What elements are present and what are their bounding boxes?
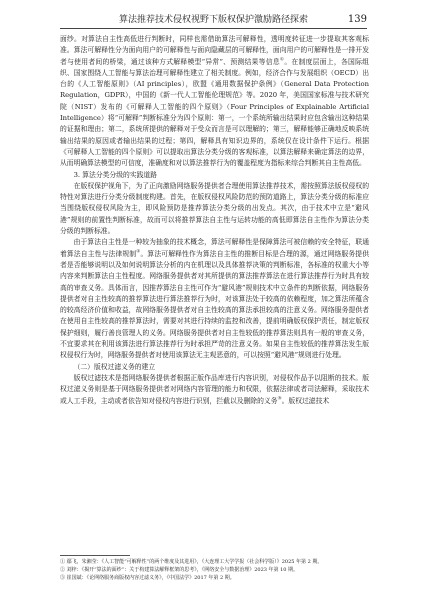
footnote-divider — [60, 555, 130, 556]
page-number: 139 — [347, 14, 367, 25]
footnote-marker: ② — [136, 249, 141, 255]
running-title: 算法推荐技术侵权视野下版权保护激励路径探索 — [118, 15, 308, 25]
footnotes — [60, 558, 369, 582]
paragraph — [60, 34, 369, 170]
paragraph — [60, 237, 369, 361]
footnote: ③ 崔国斌：《论网络服务商版权内容过滤义务》，《中国法学》2017 年第 2 期。 — [60, 575, 235, 581]
paragraph — [60, 373, 369, 407]
footnote: ② 刘梓：《揭开“算法的面纱”：关于构建算法解释框架的思考》，《网络安全与数据治理》2023 年第 10 期。 — [60, 567, 299, 573]
body-text — [60, 34, 369, 407]
footnote-marker: ① — [279, 57, 285, 63]
paragraph: 在版权保护视角下，为了正向激励网络服务提供者合理使用算法推荐技术，需按照算法版权侵权的特性对算法进行分类分级制度构建。首先，在版权侵权风险防范的预防道路上，算法分类分级的标准应当围绕版权侵权风险为主，即风险预防是推荐算法分类分级的出发点。其次，由于技术中立是“避风港”规则的前置性判断标准，故而可以将推荐算法自主性与运转功能的高低即算法自主性作为算法分类分级的判断标准。 — [60, 181, 369, 236]
paragraph-text: 。算法可解释性作为算法自主性的推断目标是合理的源，通过网络服务提供者是否能够说明以及如何说明算法分析的内在机理以及具体推荐决策的判断标准，各标准的权重大小等内容来判断算法自主性程度。网络服务提供者对其所提供的算法推荐算法在进行算法推荐行为时具有较高的审查义务。具体而言，因推荐算法自主性可作为“避风港”规则技术中立条件的判断依据，网络服务提供者对自主性较高的推荐算法进行算法推荐行为时，对该算法处于较高的依赖程度，加之算法所蕴含的较高经济价值和收益，故网络服务提供者对自主性较高的算法承担较高的注意义务。网络服务提供者在使用自主性较高的推荐算法时，需要对其进行持续的监控和改善，提前明确版权保护责任，制定版权保护细则，履行善良管理人的义务。网络服务提供者对自主性较低的推荐算法则具有一般的审查义务，不宜要求其在利用该算法进行算法推荐行为时承担严苛的注意义务。如果自主性较低的推荐算法发生版权侵权行为时，网络服务提供者对使用该算法无主观恶意的，可以按照“避风港”规则进行处理。 — [60, 249, 370, 360]
section-subheading: 3. 算法分类分级的实践道路 — [73, 170, 158, 179]
section-subheading: （二）版权过滤义务的建立 — [73, 362, 156, 371]
paragraph-text: 。在制度层面上，各国际组织、国家围绕人工智能与算法治理可解释性建立了相关制度。例如，经济合作与发展组织（OECD）出台的《人工智能原则》（AI principles），欧盟《通用数据保护条例》（General Data Protection Regulation，GDPR），中国的《新一代人工智能伦理规范》等。2020 年，美国国家标准与技术研究院（NIST）发布的《可解释人工智能的四个原则》（Four Principles of Explainable Artificial Intelligence）将“可解释”判断标准分为四个原则：第一，一个系统所输出结果时应包含输出这种结果的证据和理由；第二，系统所提供的解释对于受众而言是可以理解的；第三，解释能够正确地反映系统输出结果的原因或者输出结果的过程；第四，解释具有知识边界的，系统仅在设计条件下运行。根据《可解释人工智能的四个原则》可以提取出算法分类分级的客观标准，以算法解释来确定算法的边界，从而明确算法模型的可信度，准确度和对以算法推荐行为的覆盖程度为指标来综合判断其自主性高低。 — [60, 57, 370, 168]
paragraph-text: 面纱。对算法自主性高低进行判断时，同样也需借助算法可解释性，透明度转征进一步提取其客观标准。算法可解释性分为面向用户的可解释性与面向隐藏层的可解释性，面向用户的可解释性是一排开发者与使用者间的桥梁，通过该种方式解释模型“异常”、预测结果等信息 — [60, 35, 369, 66]
paragraph-text: 版权过滤技术是指网络服务提供者根据正版作品库进行内容识别，对侵权作品予以阻断的技术。版权过滤义务则是基于网络服务提供者对网络内容管理的能力和权限，依据法律或者司法解释，采取技术或人工手段，主动或者依告知对侵权内容进行识别，拦截以及删除的义务 — [60, 373, 369, 405]
footnote-marker: ③ — [277, 396, 282, 402]
paragraph-text: 。版权过滤技术 — [281, 396, 330, 405]
paragraph-text: 由于算法自主性是一种较为抽象的技术概念，算法可解释性是保障算法可被信赖的安全特征，联通着算法自主性与法律规制 — [60, 238, 369, 258]
running-header — [60, 12, 367, 29]
footnote: ① 鄢飞，朱湘莹：《人工智能“可解释性”的两个维度及其进用》，《大连理工大学学报（社会科学版）》2025 年第 2 期。 — [60, 559, 323, 565]
